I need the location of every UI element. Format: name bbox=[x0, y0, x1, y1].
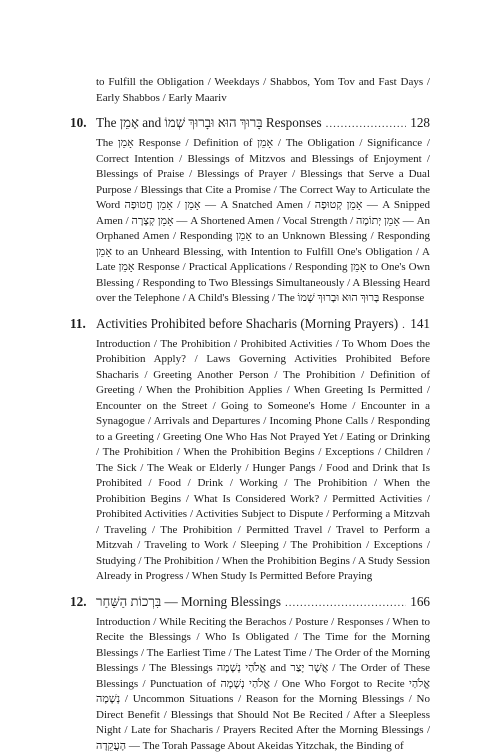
entry-number: 11. bbox=[70, 315, 96, 333]
dot-leader bbox=[402, 316, 406, 334]
toc-entry-12 bbox=[96, 593, 430, 754]
entry-heading bbox=[70, 315, 430, 334]
entry-page-number: 128 bbox=[410, 114, 430, 132]
entry-heading bbox=[70, 114, 430, 133]
entry-topics: Introduction / The Prohibition / Prohibited Activities / To Whom Does the Prohibition Apply? / Laws Governing Activities Prohibited Before Shacharis / Greeting Another Person / The Prohibition / Definition of Greeting / When the Prohibition Applies / When Greeting Is Permitted / Encounter on the Street / Going to Someone's Home / Encounter in a Synagogue / Arrivals and Departures / Incoming Phone Calls / Responding to a Greeting / Greeting One Who Has Not Prayed Yet / Eating or Drinking / The Prohibition / When the Prohibition Begins / Exceptions / Children / The Sick / The Weak or Elderly / Hunger Pangs / Food and Drink that Is Prohibited / Food / Drink / Working / The Prohibition / When the Prohibition Begins / What Is Considered Work? / Permitted Activities / Prohibited Activities / Activities Subject to Dispute / Performing a Mitzvah / Traveling / The Prohibition / Permitted Travel / Travel to Perform a Mitzvah / Traveling to Work / Sleeping / The Prohibition / Exceptions / Studying / The Prohibition / When the Prohibition Begins / A Study Session Already in Progress / When Study Is Permitted Before Praying bbox=[96, 337, 430, 585]
entry-topics: The אָמֵן Response / Definition of אָמֵן / The Obligation / Significance / Correct Intention / Blessings of Mitzvos and Blessings of Enjoyment / Blessings of Praise / Blessings of Prayer / Blessings that Serve a Dual Purpose / Blessings that Cite a Promise / The Correct Way to Articulate the Word אָמֵן / אָמֵן חֲטוּפָה — A Snatched Amen / אָמֵן קְטוּפָה — A Snipped Amen / אָמֵן קְצָרָה — A Shortened Amen / Vocal Strength / אָמֵן יְתוֹמָה — An Orphaned Amen / Responding אָמֵן to an Unknown Blessing / Responding אָמֵן to an Unheard Blessing, with Intention to Fulfill One's Obligation / A Late אָמֵן Response / Practical Applications / Responding אָמֵן to One's Own Blessing / Responding to Two Blessings Simultaneously / A Blessing Heard over the Telephone / A Child's Blessing / The בָּרוּךְ הוּא וּבָרוּךְ שְׁמוֹ Response bbox=[96, 136, 430, 307]
entry-number: 12. bbox=[70, 593, 96, 611]
entry-heading bbox=[70, 593, 430, 612]
entry-title: בִּרְכוֹת הַשַּׁחַר — Morning Blessings bbox=[96, 593, 281, 611]
entry-number: 10. bbox=[70, 114, 96, 132]
entry-page-number: 166 bbox=[410, 593, 430, 611]
continued-entry-text: to Fulfill the Obligation / Weekdays / Shabbos, Yom Tov and Fast Days / Early Shabbos / Early Maariv bbox=[96, 74, 430, 106]
entry-page-number: 141 bbox=[410, 315, 430, 333]
toc-entry-10 bbox=[96, 114, 430, 307]
entry-topics: Introduction / While Reciting the Berachos / Posture / Responses / When to Recite the Blessings / Who Is Obligated / The Time for the Morning Blessings / The Earliest Time / The Latest Time / The Order of the Morning Blessings / The Blessings אֱלֹהַי נְשָׁמָה and אֲשֶׁר יָצַר / The Order of These Blessings / Punctuation of אֱלֹהַי נְשָׁמָה / One Who Forgot to Recite אֱלֹהַי נְשָׁמָה / Uncommon Situations / Reason for the Morning Blessings / No Direct Benefit / Blessings that Should Not Be Recited / After a Sleepless Night / Late for Shacharis / Prayers Recited After the Morning Blessings / הָעֲקֵדָה — The Torah Passage About Akeidas Yitzchak, the Binding of bbox=[96, 615, 430, 754]
toc-entry-11 bbox=[96, 315, 430, 585]
dot-leader bbox=[326, 115, 407, 133]
entry-title: The אָמֵן and בָּרוּךְ הוּא וּבָרוּךְ שְׁמוֹ Responses bbox=[96, 114, 322, 132]
dot-leader bbox=[285, 594, 406, 612]
entry-title: Activities Prohibited before Shacharis (Morning Prayers) bbox=[96, 315, 398, 333]
